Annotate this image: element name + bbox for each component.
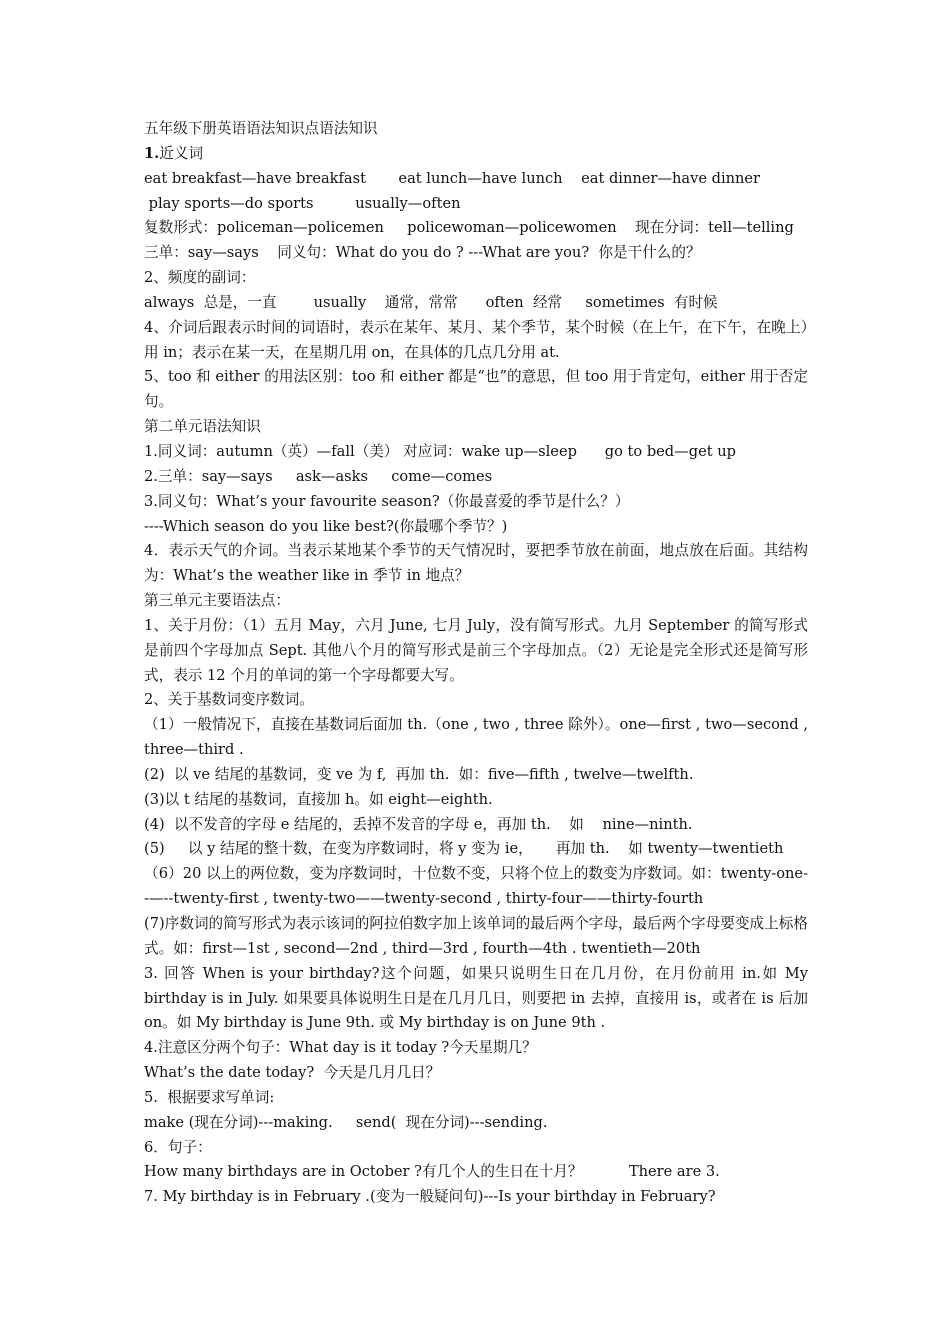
text-line: ----Which season do you like best?(你最哪个季节？) xyxy=(144,517,508,535)
text-line: 4.注意区分两个句子：What day is it today ?今天星期几？ xyxy=(144,1039,537,1057)
text-line: 7. My birthday is in February .(变为一般疑问句)---Is your birthday in February? xyxy=(144,1188,716,1206)
text-line: 2.三单：say—says ask—asks come—comes xyxy=(144,467,493,485)
text-paragraph: 4、介词后跟表示时间的词语时，表示在某年、某月、某个季节，某个时候（在上午，在下午，在晚上）用 in；表示在某一天，在星期几用 on，在具体的几点几分用 at. xyxy=(144,318,808,361)
text-line: How many birthdays are in October ?有几个人的生日在十月？ There are 3. xyxy=(144,1163,720,1181)
text-line: 2、关于基数词变序数词。 xyxy=(144,691,314,709)
text-paragraph: 3. 回答 When is your birthday?这个问题，如果只说明生日在几月份，在月份前用 in.如 My birthday is in July. 如果要具体说明生日是在几月几日，则要把 in 去掉，直接用 is，或者在 is 后加 on。如 My birthday is June 9th. 或 My birthday is on June 9th . xyxy=(144,964,808,1032)
text-line: 3.同义句：What’s your favourite season?（你最喜爱的季节是什么？） xyxy=(144,492,630,510)
text-paragraph: （1）一般情况下，直接在基数词后面加 th.（one , two , three 除外）。one—first , two—second , three—third . xyxy=(144,716,808,759)
text-line: 复数形式：policeman—policemen policewoman—policewomen 现在分词：tell—telling xyxy=(144,219,794,237)
text-line: 5. 根据要求写单词: xyxy=(144,1088,275,1106)
section-number: 1. xyxy=(144,144,160,162)
text-line: (4) 以不发音的字母 e 结尾的，丢掉不发音的字母 e，再加 th. 如 nine—ninth. xyxy=(144,815,693,833)
text-line: (5) 以 y 结尾的整十数，在变为序数词时，将 y 变为 ie， 再加 th. 如 twenty—twentieth xyxy=(144,840,784,858)
text-line: 6．句子： xyxy=(144,1138,212,1156)
text-line: 1.同义词：autumn（英）—fall（美） 对应词：wake up—sleep go to bed—get up xyxy=(144,442,736,460)
text-paragraph: （6）20 以上的两位数，变为序数词时，十位数不变，只将个位上的数变为序数词。如：twenty-one--—--twenty-first , twenty-two——twenty-second , thirty-four——thirty-fourth xyxy=(144,865,808,908)
section-heading-synonyms xyxy=(144,142,808,167)
text-line: 三单：say—says 同义句：What do you do ? ---What are you? 你是干什么的？ xyxy=(144,244,701,262)
text-paragraph: 5、too 和 either 的用法区别：too 和 either 都是“也”的意思，但 too 用于肯定句，either 用于否定句。 xyxy=(144,368,808,411)
text-line: (3)以 t 结尾的基数词，直接加 h。如 eight—eighth. xyxy=(144,790,493,808)
text-line: play sports—do sports usually—often xyxy=(144,194,461,212)
section-heading: 第三单元主要语法点： xyxy=(144,592,290,610)
text-paragraph: (7)序数词的简写形式为表示该词的阿拉伯数字加上该单词的最后两个字母，最后两个字母要变成上标格式。如：first—1st , second—2nd , third—3rd , fourth—4th . twentieth—20th xyxy=(144,915,808,957)
text-line: 2、频度的副词： xyxy=(144,269,256,287)
document-page xyxy=(144,117,808,1210)
section-heading-text: 近义词 xyxy=(159,144,204,162)
text-paragraph: 4．表示天气的介词。当表示某地某个季节的天气情况时，要把季节放在前面，地点放在后面。其结构为：What’s the weather like in 季节 in 地点？ xyxy=(144,542,808,585)
text-line: eat breakfast—have breakfast eat lunch—have lunch eat dinner—have dinner xyxy=(144,169,761,187)
text-line: (2) 以 ve 结尾的基数词，变 ve 为 f, 再加 th. 如：five—fifth , twelve—twelfth. xyxy=(144,765,694,783)
text-line: What’s the date today? 今天是几月几日？ xyxy=(144,1064,441,1082)
section-heading: 第二单元语法知识 xyxy=(144,418,261,436)
text-line: make (现在分词)---making. send( 现在分词)---sending. xyxy=(144,1113,548,1131)
document-title: 五年级下册英语语法知识点语法知识 xyxy=(144,120,378,137)
text-line: always 总是，一直 usually 通常，常常 often 经常 sometimes 有时候 xyxy=(144,293,718,311)
text-paragraph: 1、关于月份：（1）五月 May，六月 June, 七月 July，没有简写形式。九月 September 的简写形式是前四个字母加点 Sept. 其他八个月的简写形式是前三个字母加点。（2）无论是完全形式还是简写形式，表示 12 个月的单词的第一个字母都要大写。 xyxy=(144,616,808,684)
